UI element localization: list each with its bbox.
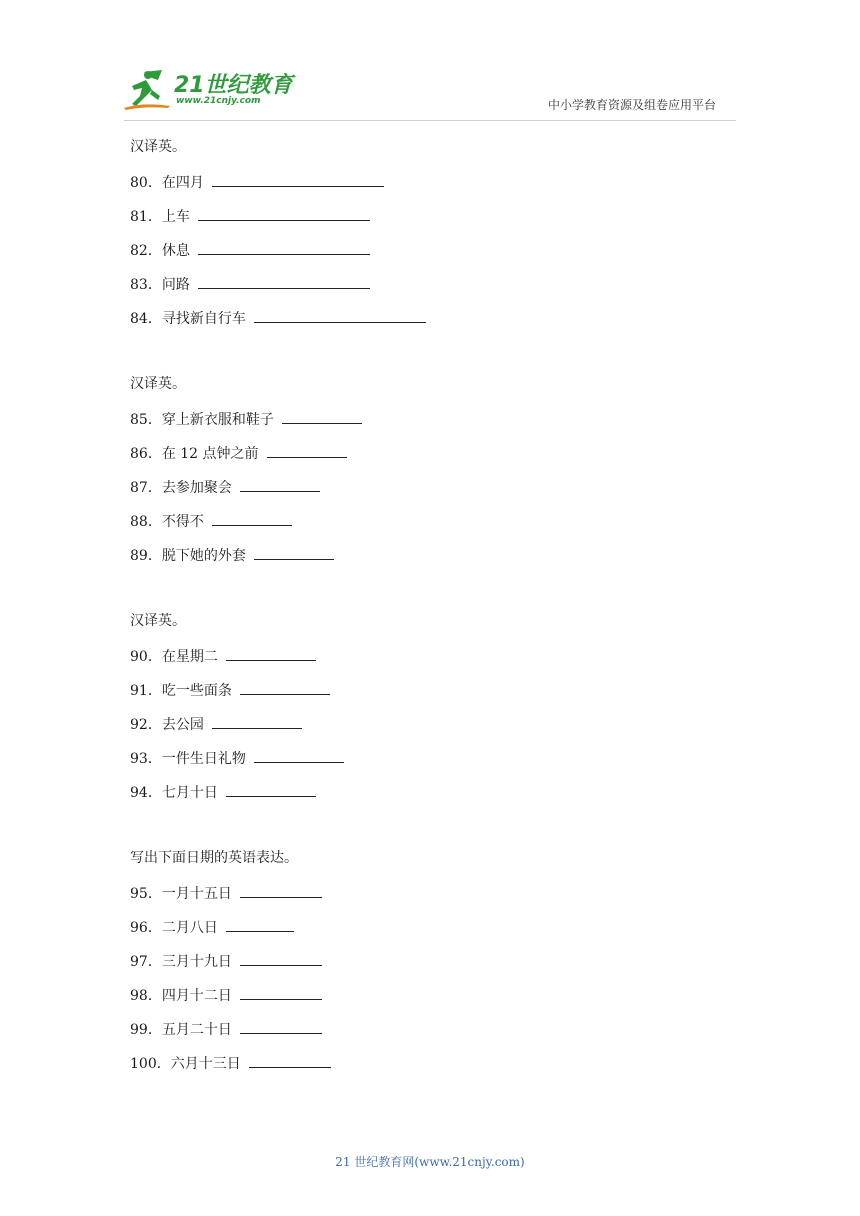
- question-number: 89．: [130, 548, 162, 564]
- question-item: [130, 1053, 331, 1073]
- question-text: 去公园: [161, 717, 204, 733]
- question-number: 97．: [130, 954, 162, 970]
- runner-logo-icon: [122, 66, 182, 114]
- question-number: 94．: [130, 785, 162, 801]
- question-number: 92．: [130, 717, 162, 733]
- answer-blank[interactable]: [226, 917, 294, 932]
- question-number: 90．: [130, 649, 162, 665]
- answer-blank[interactable]: [267, 443, 347, 458]
- question-number: 99．: [130, 1022, 162, 1038]
- question-text: 寻找新自行车: [161, 311, 246, 327]
- answer-blank[interactable]: [240, 951, 322, 966]
- question-number: 93．: [130, 751, 162, 767]
- platform-title: 中小学教育资源及组卷应用平台: [548, 98, 717, 112]
- answer-blank[interactable]: [254, 545, 334, 560]
- question-number: 82．: [130, 243, 162, 259]
- question-item: [130, 206, 370, 226]
- question-text: 在四月: [161, 175, 204, 191]
- question-item: [130, 172, 384, 192]
- question-text: 在 12 点钟之前: [161, 446, 259, 462]
- question-text: 在星期二: [161, 649, 218, 665]
- question-item: [130, 409, 362, 429]
- answer-blank[interactable]: [240, 985, 322, 1000]
- answer-blank[interactable]: [226, 782, 316, 797]
- question-text: 不得不: [161, 514, 204, 530]
- answer-blank[interactable]: [212, 714, 302, 729]
- question-item: [130, 511, 292, 531]
- question-number: 88．: [130, 514, 162, 530]
- answer-blank[interactable]: [198, 206, 370, 221]
- question-text: 一件生日礼物: [161, 751, 246, 767]
- question-text: 吃一些面条: [161, 683, 232, 699]
- question-item: [130, 443, 347, 463]
- question-item: [130, 308, 426, 328]
- answer-blank[interactable]: [212, 511, 292, 526]
- question-item: [130, 985, 322, 1005]
- question-item: [130, 240, 370, 260]
- question-item: [130, 274, 370, 294]
- question-item: [130, 477, 320, 497]
- answer-blank[interactable]: [226, 646, 316, 661]
- question-number: 86．: [130, 446, 162, 462]
- question-text: 六月十三日: [170, 1056, 241, 1072]
- question-number: 83．: [130, 277, 162, 293]
- question-number: 80．: [130, 175, 162, 191]
- question-text: 三月十九日: [161, 954, 232, 970]
- answer-blank[interactable]: [198, 240, 370, 255]
- question-item: [130, 680, 330, 700]
- question-text: 休息: [161, 243, 190, 259]
- page-header: [0, 0, 860, 125]
- question-text: 一月十五日: [161, 886, 232, 902]
- question-item: [130, 917, 294, 937]
- question-item: [130, 1019, 322, 1039]
- answer-blank[interactable]: [240, 1019, 322, 1034]
- section-instruction: 汉译英。: [130, 376, 186, 392]
- question-number: 91．: [130, 683, 162, 699]
- answer-blank[interactable]: [240, 477, 320, 492]
- question-item: [130, 545, 334, 565]
- logo-url: www.21cnjy.com: [176, 96, 261, 106]
- logo: [122, 66, 292, 116]
- question-item: [130, 951, 322, 971]
- question-item: [130, 714, 302, 734]
- header-divider: [124, 120, 736, 121]
- question-text: 七月十日: [161, 785, 218, 801]
- question-number: 84．: [130, 311, 162, 327]
- question-number: 96．: [130, 920, 162, 936]
- question-item: [130, 883, 322, 903]
- question-number: 95．: [130, 886, 162, 902]
- answer-blank[interactable]: [249, 1053, 331, 1068]
- answer-blank[interactable]: [212, 172, 384, 187]
- question-text: 五月二十日: [161, 1022, 232, 1038]
- question-text: 四月十二日: [161, 988, 232, 1004]
- section-instruction: 汉译英。: [130, 139, 186, 155]
- question-text: 二月八日: [161, 920, 218, 936]
- question-text: 问路: [161, 277, 190, 293]
- question-number: 81．: [130, 209, 162, 225]
- section-instruction: 汉译英。: [130, 613, 186, 629]
- question-item: [130, 748, 344, 768]
- question-number: 87．: [130, 480, 162, 496]
- answer-blank[interactable]: [198, 274, 370, 289]
- logo-text: 21世纪教育: [174, 73, 293, 98]
- question-item: [130, 782, 316, 802]
- section-instruction: 写出下面日期的英语表达。: [130, 850, 298, 866]
- question-text: 去参加聚会: [161, 480, 232, 496]
- answer-blank[interactable]: [254, 308, 426, 323]
- question-number: 98．: [130, 988, 162, 1004]
- question-text: 穿上新衣服和鞋子: [161, 412, 274, 428]
- question-number: 100．: [130, 1056, 171, 1072]
- answer-blank[interactable]: [240, 883, 322, 898]
- question-text: 上车: [161, 209, 190, 225]
- answer-blank[interactable]: [254, 748, 344, 763]
- answer-blank[interactable]: [282, 409, 362, 424]
- question-item: [130, 646, 316, 666]
- question-number: 85．: [130, 412, 162, 428]
- page-footer[interactable]: 21 世纪教育网(www.21cnjy.com): [335, 1155, 525, 1169]
- answer-blank[interactable]: [240, 680, 330, 695]
- question-text: 脱下她的外套: [161, 548, 246, 564]
